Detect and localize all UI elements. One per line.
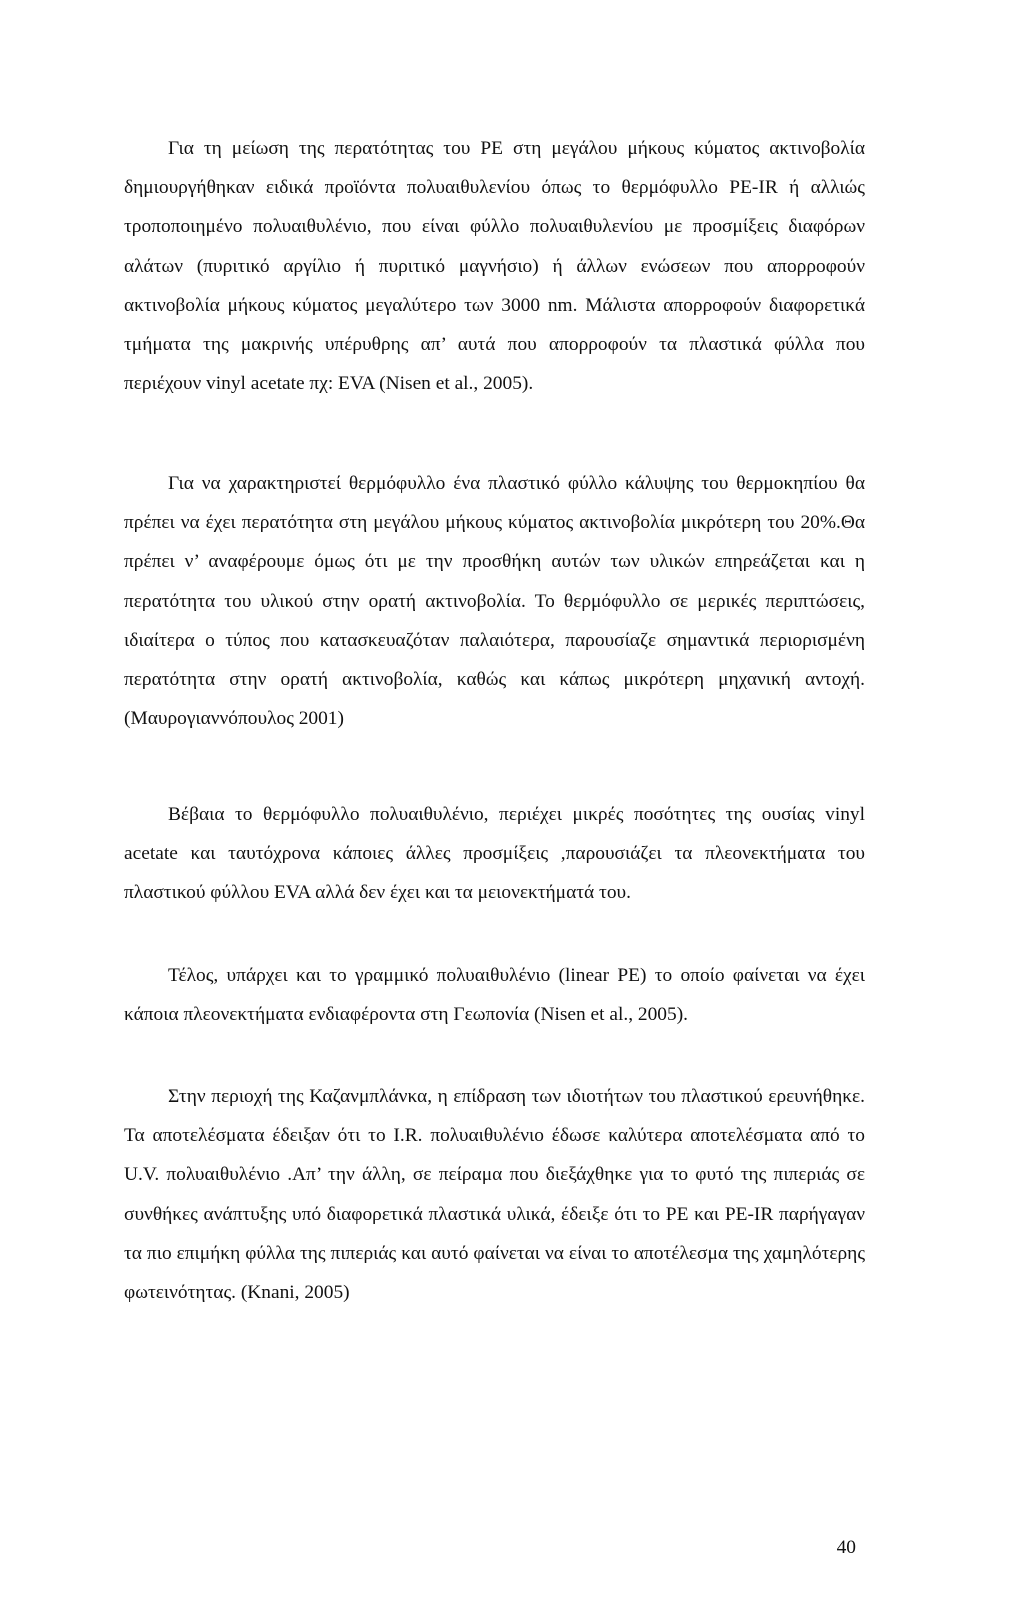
paragraph-3	[124, 795, 865, 913]
paragraph-text: Στην περιοχή της Καζανμπλάνκα, η επίδραση των ιδιοτήτων του πλαστικού ερευνήθηκε. Τα αποτελέσματα έδειξαν ότι το I.R. πολυαιθυλένιο έδωσε καλύτερα αποτελέσματα από το U.V. πολυαιθυλένιο .Απ’ την άλλη, σε πείραμα που διεξάχθηκε για το φυτό της πιπεριάς σε συνθήκες ανάπτυξης υπό διαφορετικά πλαστικά υλικά, έδειξε ότι το PE και PE-IR παρήγαγαν τα πιο επιμήκη φύλλα της πιπεριάς και αυτό φαίνεται να είναι το αποτέλεσμα της χαμηλότερης φωτεινότητας. (Knani, 2005)	[124, 1086, 865, 1304]
paragraph-text: Για να χαρακτηριστεί θερμόφυλλο ένα πλαστικό φύλλο κάλυψης του θερμοκηπίου θα πρέπει να έχει περατότητα στη μεγάλου μήκους κύματος ακτινοβολία μικρότερη του 20%.Θα πρέπει ν’ αναφέρουμε όμως ότι με την προσθήκη αυτών των υλικών επηρεάζεται και η περατότητα του υλικού στην ορατή ακτινοβολία. Το θερμόφυλλο σε μερικές περιπτώσεις, ιδιαίτερα ο τύπος που κατασκευαζόταν παλαιότερα, παρουσίαζε σημαντικά περιορισμένη περατότητα στην ορατή ακτινοβολία, καθώς και κάπως μικρότερη μηχανική αντοχή.(Μαυρογιαννόπουλος 2001)	[124, 473, 865, 730]
paragraph-text: Για τη μείωση της περατότητας του PE στη μεγάλου μήκους κύματος ακτινοβολία δημιουργήθηκαν ειδικά προϊόντα πολυαιθυλενίου όπως το θερμόφυλλο PE-IR ή αλλιώς τροποποιημένο πολυαιθυλένιο, που είναι φύλλο πολυαιθυλενίου με προσμίξεις διαφόρων αλάτων (πυριτικό αργίλιο ή πυριτικό μαγνήσιο) ή άλλων ενώσεων που απορροφούν ακτινοβολία μήκους κύματος μεγαλύτερο των 3000 nm. Μάλιστα απορροφούν διαφορετικά τμήματα της μακρινής υπέρυθρης απ’ αυτά που απορροφούν τα πλαστικά φύλλα που περιέχουν vinyl acetate πχ: EVA (Nisen et al., 2005).	[124, 138, 865, 395]
page-number: 40	[836, 1537, 856, 1558]
paragraph-5	[124, 1077, 865, 1312]
paragraph-4	[124, 956, 865, 1034]
paragraph-text: Βέβαια το θερμόφυλλο πολυαιθυλένιο, περιέχει μικρές ποσότητες της ουσίας vinyl acetate και ταυτόχρονα κάποιες άλλες προσμίξεις ,παρουσιάζει τα πλεονεκτήματα του πλαστικού φύλλου EVA αλλά δεν έχει και τα μειονεκτήματά του.	[124, 804, 865, 904]
paragraph-text: Τέλος, υπάρχει και το γραμμικό πολυαιθυλένιο (linear PE) το οποίο φαίνεται να έχει κάποια πλεονεκτήματα ενδιαφέροντα στη Γεωπονία (Nisen et al., 2005).	[124, 965, 865, 1026]
paragraph-2	[124, 464, 865, 738]
paragraph-1	[124, 129, 865, 403]
